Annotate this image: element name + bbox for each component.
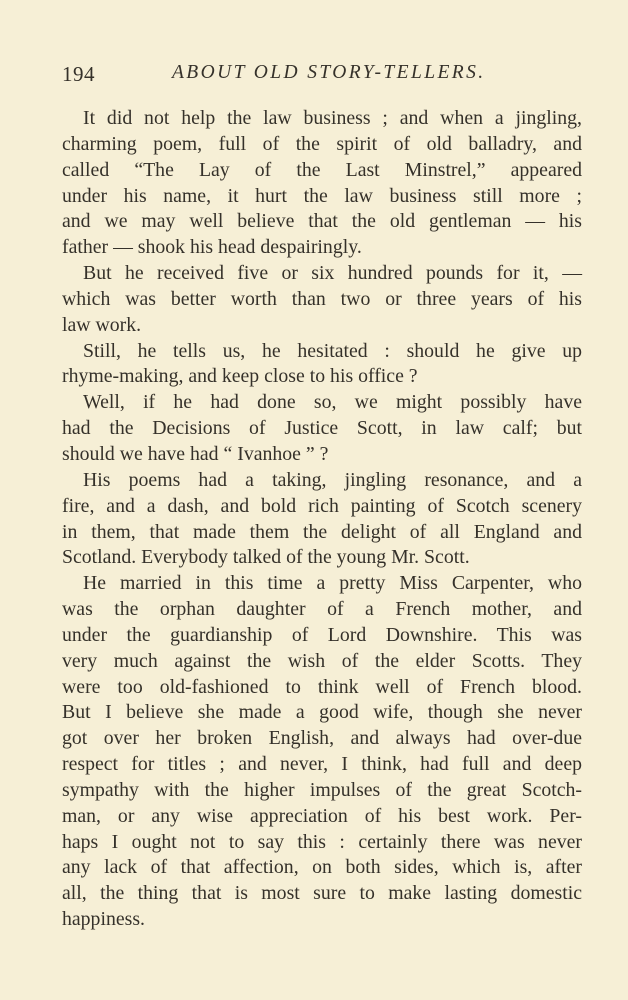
text-line: was the orphan daughter of a French mother, and: [62, 598, 582, 621]
text-line: got over her broken English, and always had over-due: [62, 727, 582, 750]
text-line: man, or any wise appreciation of his best work. Per-: [62, 804, 582, 827]
text-line: haps I ought not to say this : certainly there was never: [62, 830, 582, 853]
text-line: rhyme-making, and keep close to his office ?: [62, 365, 418, 388]
page-number: 194: [62, 62, 95, 86]
text-line: very much against the wish of the elder Scotts. They: [62, 649, 582, 672]
text-line: were too old-fashioned to think well of French blood.: [62, 675, 582, 698]
text-line: and we may well believe that the old gentleman — his: [62, 210, 582, 233]
text-line: under his name, it hurt the law business still more ;: [62, 184, 582, 207]
text-line: any lack of that affection, on both sides, which is, after: [62, 856, 582, 879]
paragraph: [62, 390, 582, 468]
paragraph: [62, 261, 582, 339]
page-header: [62, 62, 582, 88]
text-line: under the guardianship of Lord Downshire. This was: [62, 623, 582, 646]
paragraph: [62, 106, 582, 261]
text-line: in them, that made them the delight of all England and: [62, 520, 582, 543]
paragraph: [62, 571, 582, 933]
text-line: Still, he tells us, he hesitated : should he give up: [83, 339, 582, 362]
text-line: law work.: [62, 313, 142, 336]
text-line: had the Decisions of Justice Scott, in law calf; but: [62, 417, 582, 440]
text-line: It did not help the law business ; and when a jingling,: [83, 107, 582, 129]
text-line: sympathy with the higher impulses of the great Scotch-: [62, 778, 582, 801]
text-line: which was better worth than two or three years of his: [62, 287, 582, 310]
text-line: But he received five or six hundred pounds for it, —: [83, 262, 582, 285]
text-line: His poems had a taking, jingling resonance, and a: [83, 468, 582, 491]
paragraph: [62, 468, 582, 571]
text-line: called “The Lay of the Last Minstrel,” appeared: [62, 158, 582, 181]
body-text: [62, 106, 582, 933]
text-line: respect for titles ; and never, I think, had full and deep: [62, 753, 582, 776]
text-line: He married in this time a pretty Miss Carpenter, who: [83, 572, 582, 595]
text-line: father — shook his head despairingly.: [62, 236, 362, 259]
text-line: fire, and a dash, and bold rich painting of Scotch scenery: [62, 494, 582, 517]
text-line: charming poem, full of the spirit of old balladry, and: [62, 132, 582, 155]
text-line: Well, if he had done so, we might possibly have: [83, 391, 582, 414]
text-line: happiness.: [62, 908, 145, 931]
text-line: should we have had “ Ivanhoe ” ?: [62, 442, 329, 465]
text-line: But I believe she made a good wife, though she never: [62, 701, 582, 724]
text-line: all, the thing that is most sure to make lasting domestic: [62, 882, 582, 905]
running-title: ABOUT OLD STORY-TELLERS.: [172, 62, 486, 83]
text-line: Scotland. Everybody talked of the young Mr. Scott.: [62, 546, 470, 569]
paragraph: [62, 339, 582, 391]
